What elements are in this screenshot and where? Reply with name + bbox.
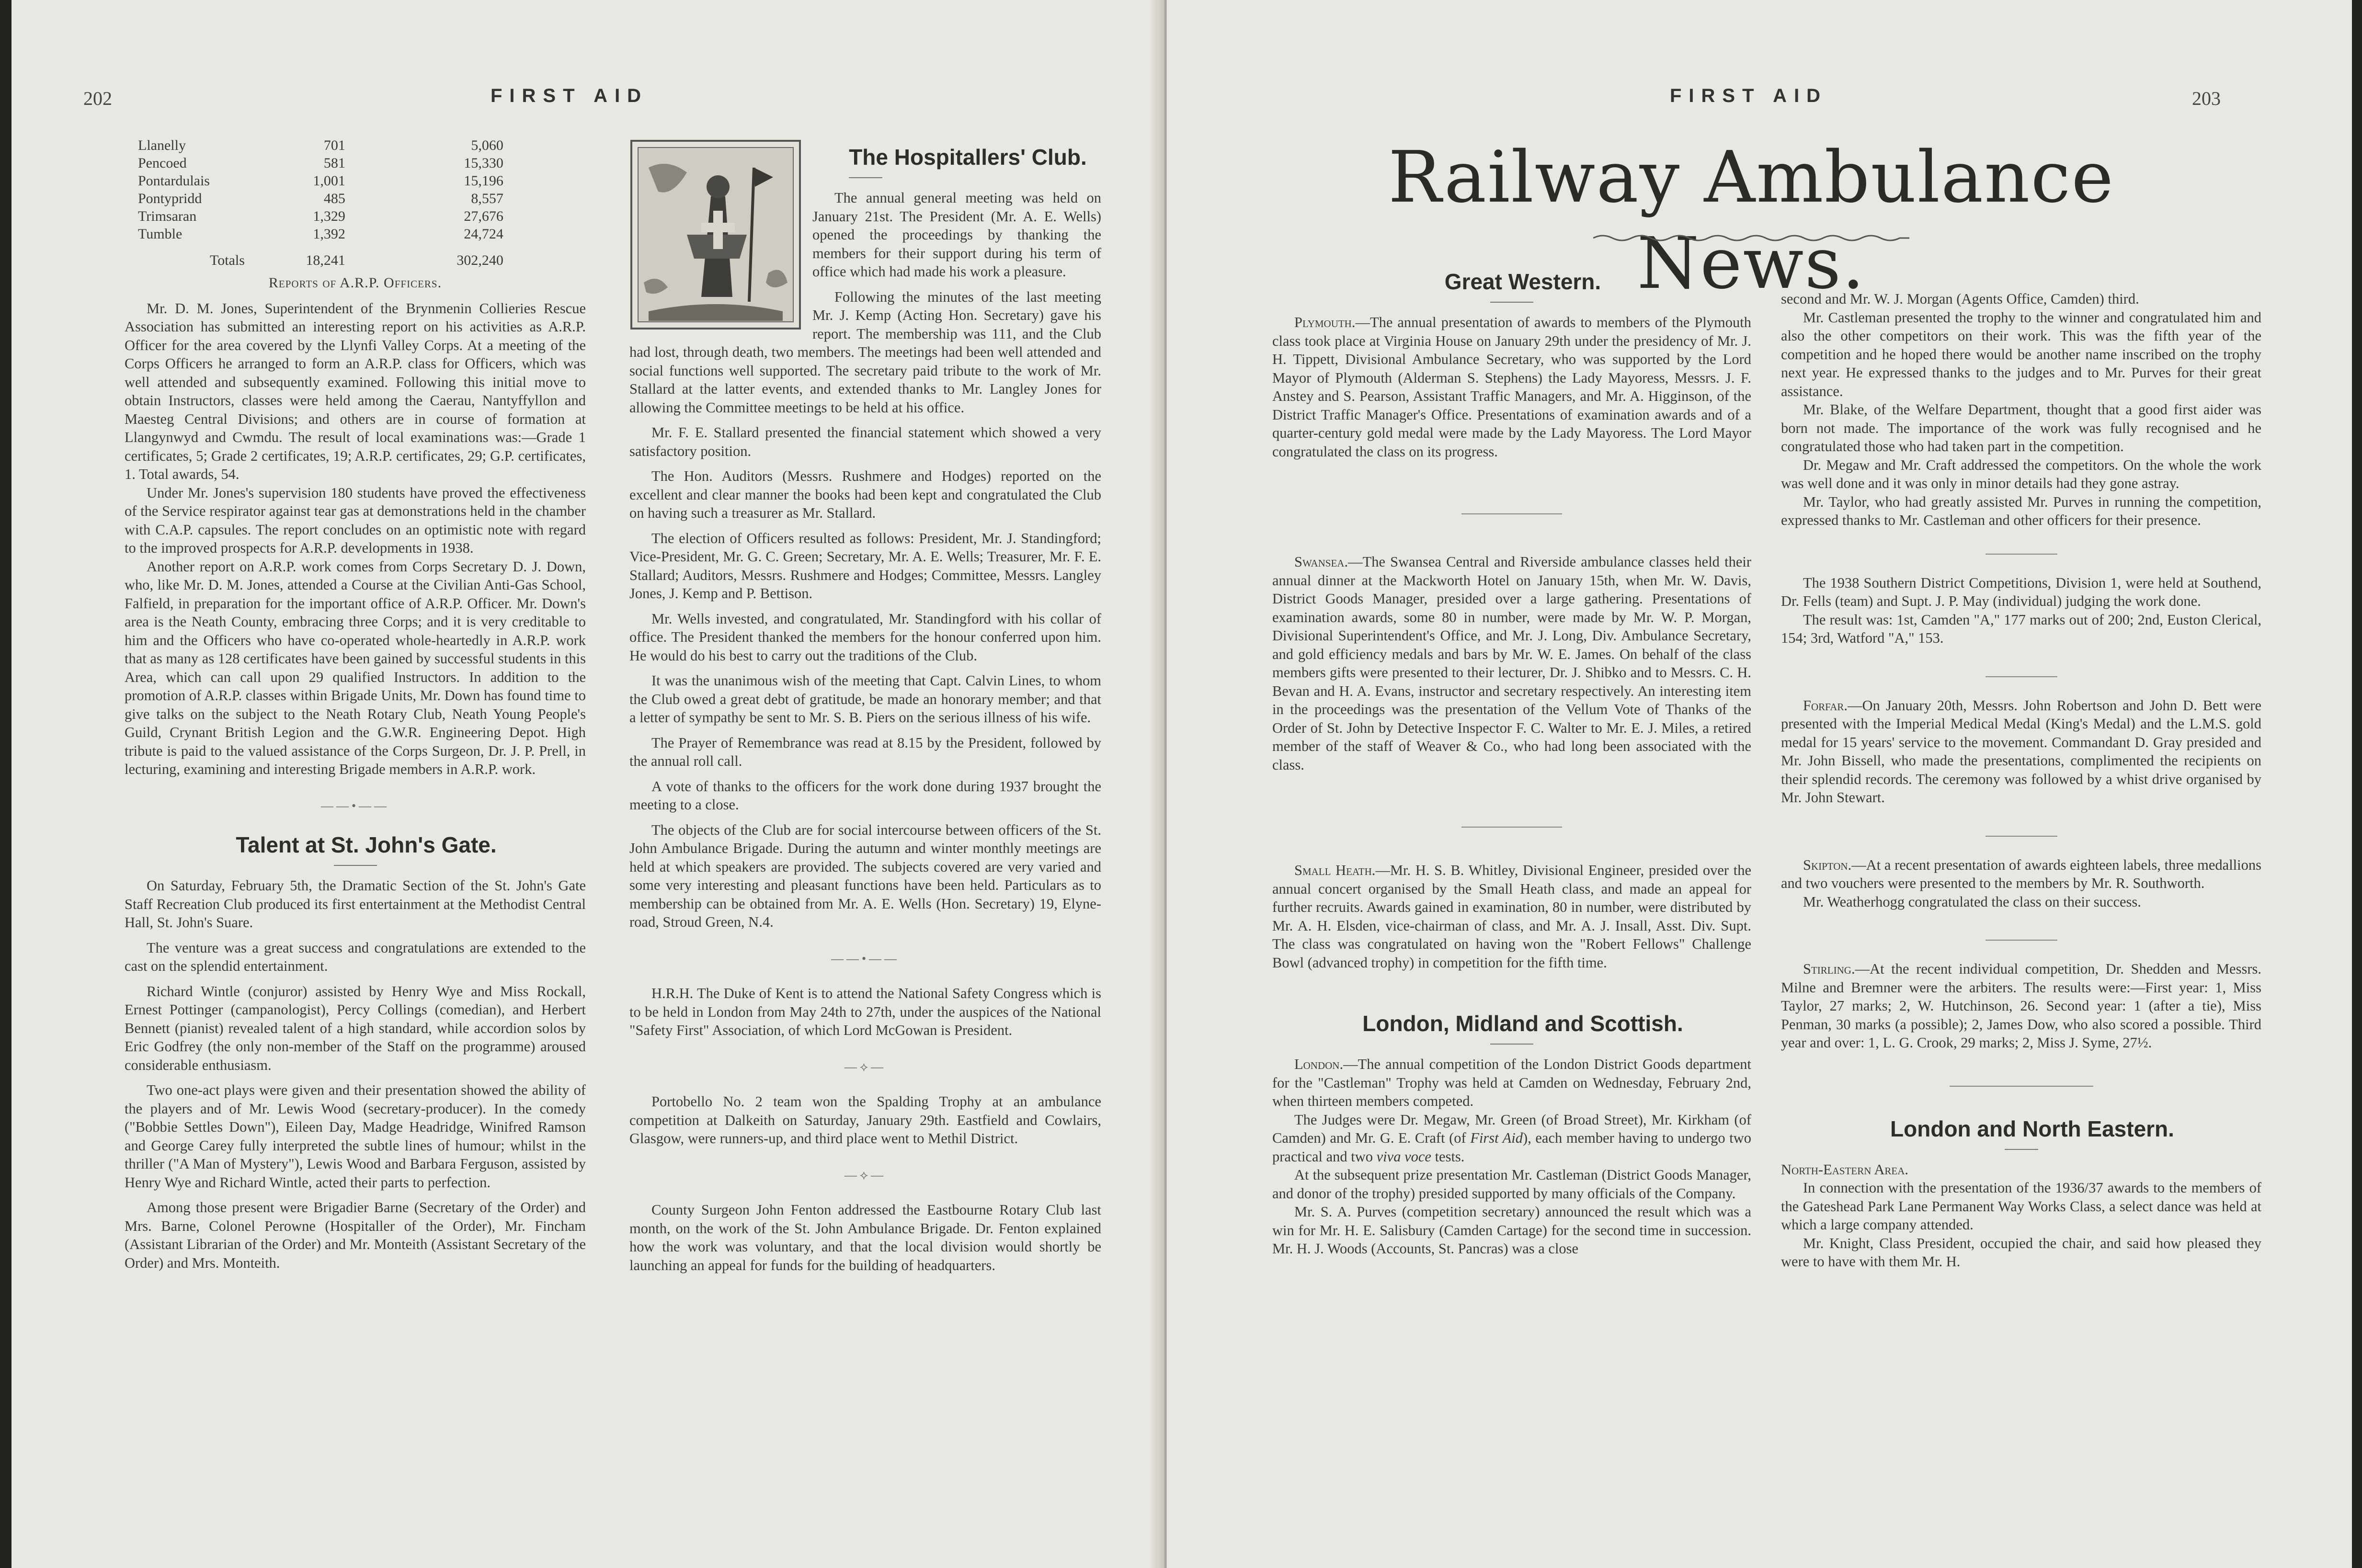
lms-heading: London, Midland and Scottish.	[1362, 1011, 1683, 1036]
talent-paragraph: Richard Wintle (conjuror) assisted by Henry Wye and Miss Rockall, Ernest Pottinger (campanologist), Percy Collings (comedian), and Herbert Bennett (pianist) revealed talent of a high standard, while accordion solos by Eric Godfrey (the only non-member of the Staff on the programme) aroused considerable enthusiasm.	[125, 983, 586, 1073]
stats-value-b: 8,557	[471, 191, 503, 206]
great-western-heading: Great Western.	[1444, 269, 1601, 294]
stats-totals-row	[138, 243, 503, 269]
stats-place: Trimsaran	[138, 208, 197, 224]
hospitallers-paragraph: It was the unanimous wish of the meeting that Capt. Calvin Lines, to whom the Club owed a great debt of gratitude, be made an honorary member; and that a letter of sympathy be sent to Mr. S. B. Piers on the serious illness of his wife.	[629, 672, 1101, 726]
lms-judges-text-a: The Judges were Dr. Megaw, Mr. Green (of Broad Street), Mr. Kirkham (of Camden) and Mr. G. E. Craft (of	[1272, 1111, 1751, 1146]
note-fenton: County Surgeon John Fenton addressed the Eastbourne Rotary Club last month, on the work of the St. John Ambulance Brigade. Dr. Fenton explained how the work was voluntary, and that the local division would shortly be launching an appeal for funds for the building of headquarters.	[629, 1202, 1101, 1273]
c2-paragraph-2: Mr. Castleman presented the trophy to the winner and congratulated him and also the other competitors on their work. This was the fifth year of the competition and he hoped there would be another name inscribed on the trophy next year. He expressed thanks to the judges and to Mr. Purves for their great assistance.	[1781, 309, 2261, 399]
c2-skipton-text: —At a recent presentation of awards eighteen labels, three medallions and two vouchers were presented to the members by Mr. R. Southworth.	[1781, 856, 2261, 891]
c2-skipton-paragraph	[1781, 856, 2261, 893]
c2-forfar-text: —On January 20th, Messrs. John Robertson and John D. Bett were presented with the Imperial Medical Medal (King's Medal) and the L.M.S. gold medal for 15 years' service to the movement. Commandant D. Gray presided and Mr. John Bissell, who made the presentations, complimented the recipients on their splendid records. The ceremony was followed by a whist drive organised by Mr. John Stewart.	[1781, 697, 2261, 806]
hospitaller-vignette-image	[629, 139, 802, 330]
lms-judges-paragraph	[1272, 1111, 1751, 1166]
c2-forfar-lead: Forfar.	[1803, 697, 1848, 714]
c2-stirling-text: —At the recent individual competition, Dr. Shedden and Messrs. Milne and Bremner were the arbiters. The results were:—First year: 1, Miss Taylor, 27 marks; 2, W. Hutchinson, 26. Second year: 1 (after a tie), Miss Penman, 30 marks (a possible); 2, James Dow, who also scored a possible. Third year and over: 1, L. G. Crook, 29 marks; 2, Miss J. Syme, 27½.	[1781, 961, 2261, 1051]
c2-paragraph-3: Mr. Blake, of the Welfare Department, thought that a good first aider was born not made. The importance of the work was fully recognised and he congratulated those who had taken part in the competition.	[1781, 401, 2261, 454]
lner-paragraph-2: Mr. Knight, Class President, occupied the chair, and said how pleased they were to have with them Mr. H.	[1781, 1235, 2261, 1270]
hospitallers-paragraph: A vote of thanks to the officers for the work done during 1937 brought the meeting to a close.	[629, 778, 1101, 813]
lms-london-paragraph	[1272, 1055, 1751, 1111]
stats-row	[138, 225, 503, 243]
note-portobello: Portobello No. 2 team won the Spalding Trophy at an ambulance competition at Dalkeith on Saturday, January 29th. Eastfield and Cowlairs, Glasgow, were runners-up, and third place went to Methil District.	[629, 1093, 1101, 1147]
c2-paragraph-4: Dr. Megaw and Mr. Craft addressed the competitors. On the whole the work was well done and it was only in minor details had they gone astray.	[1781, 456, 2261, 491]
arp-section	[125, 299, 586, 779]
stats-place: Pontardulais	[138, 173, 210, 189]
page-number-right: 203	[2192, 88, 2221, 109]
stats-value-a: 701	[323, 137, 345, 153]
note-duke-of-kent: H.R.H. The Duke of Kent is to attend the National Safety Congress which is to be held in London from May 24th to 27th, under the auspices of the National "Safety First" Association, of which Lord McGowan is President.	[629, 985, 1101, 1038]
section-rule	[1461, 513, 1562, 514]
right-column-1	[1272, 268, 1751, 1466]
talent-heading: Talent at St. John's Gate.	[236, 832, 497, 857]
stats-place: Llanelly	[138, 137, 186, 153]
masthead-title: Railway Ambulance News.	[1388, 136, 2114, 305]
heading-rule	[1490, 302, 1533, 303]
c2-paragraph-5: Mr. Taylor, who had greatly assisted Mr. Purves in running the competition, expressed thanks to Mr. Castleman and other officers for their presence.	[1781, 493, 2261, 528]
running-head-left: FIRST AID	[491, 85, 649, 106]
section-rule	[1985, 676, 2057, 677]
stats-value-a: 485	[323, 191, 345, 206]
gw-plymouth-paragraph	[1272, 313, 1751, 461]
stats-value-b: 24,724	[464, 226, 503, 242]
totals-label: Totals	[210, 252, 245, 268]
gw-swansea-lead: Swansea.	[1294, 554, 1348, 570]
stats-place: Pontypridd	[138, 191, 202, 206]
lms-london-text: —The annual competition of the London District Goods department for the "Castleman" Trophy was held at Camden on Wednesday, February 2nd, when thirteen members competed.	[1272, 1056, 1751, 1109]
stats-place: Pencoed	[138, 155, 187, 171]
talent-paragraph: On Saturday, February 5th, the Dramatic Section of the St. John's Gate Staff Recreation Club produced its first entertainment at the Methodist Central Hall, St. John's Suare.	[125, 877, 586, 931]
c2-stirling-lead: Stirling.	[1803, 961, 1855, 977]
hospitallers-paragraph: Mr. Wells invested, and congratulated, Mr. Standingford with his collar of office. The President thanked the members for the honour conferred upon him. He would do his best to carry out the traditions of the Club.	[629, 610, 1101, 664]
stats-value-a: 1,001	[313, 173, 345, 189]
stats-place: Tumble	[138, 226, 183, 242]
page-number-left: 202	[83, 88, 112, 109]
section-rule	[1461, 827, 1562, 828]
left-page	[11, 0, 1164, 1568]
masthead-ornament	[1593, 232, 1909, 244]
lms-judges-text-b: ), each member having to undergo two practical and two	[1272, 1130, 1751, 1165]
lner-paragraph-1: In connection with the presentation of the 1936/37 awards to the members of the Gateshead Park Lane Permanent Way Works Class, a select dance was held at which a large company attended.	[1781, 1180, 2261, 1233]
stats-value-b: 15,196	[464, 173, 503, 189]
stats-value-b: 5,060	[471, 137, 503, 153]
lms-london-lead: London.	[1294, 1056, 1344, 1072]
totals-a: 18,241	[306, 252, 345, 268]
running-head-right: FIRST AID	[1670, 85, 1828, 106]
arp-paragraph: Mr. D. M. Jones, Superintendent of the Brynmenin Collieries Rescue Association has submitted an interesting report on his activities as A.R.P. Officer for the area covered by the Llynfi Valley Corps. At a meeting of the Corps Officers he arranged to form an A.R.P. class for Officers, which was well attended and subsequently examined. Following this initial move to obtain Instructors, classes were held among the Caerau, Nantyffyllon and Maesteg Central Divisions; and others are in course of formation at Llangynwyd and Cwmdu. The result of local examinations was:—Grade 1 certificates, 5; Grade 2 certificates, 19; A.R.P. certificates, 29; G.P. certificates, 1. Total awards, 54.	[125, 300, 586, 482]
hospitallers-paragraph: The objects of the Club are for social intercourse between officers of the St. John Ambulance Brigade. During the autumn and winter monthly meetings are held at which speakers are provided. The subjects covered are very varied and some very interesting and pleasant functions have been held. Particulars as to membership can be obtained from Mr. A. E. Wells (Hon. Secretary) 19, Elyne-road, Stroud Green, N.4.	[629, 821, 1101, 930]
right-page	[1167, 0, 2352, 1568]
arp-paragraph: Another report on A.R.P. work comes from Corps Secretary D. J. Down, who, like Mr. D. M. Jones, attended a Course at the Civilian Anti-Gas School, Falfield, in preparation for the important office of A.R.P. Officer. Mr. Down's area is the Neath County, embracing three Corps; and it is very creditable to him and the Officers who have co-operated whole-heartedly in A.R.P. work that as many as 128 certificates have been gained by successful students in this Area, which can call upon 29 qualified Instructors. In addition to the promotion of A.R.P. classes within Brigade Units, Mr. Down has found time to give talks on the subject to the Neath Rotary Club, Neath Young People's Guild, Crynant British Legion and the G.W.R. Engineering Depot. High tribute is paid to the valued assistance of the Corps Surgeon, Dr. J. P. Prell, in lecturing, examining and interesting Brigade members in A.R.P. work.	[125, 558, 586, 777]
c2-stirling-paragraph	[1781, 960, 2261, 1052]
section-ornament: —⟡—	[844, 1059, 887, 1074]
lner-area-label: North-Eastern Area.	[1781, 1161, 1908, 1178]
section-rule	[1985, 940, 2057, 941]
hospitallers-paragraph: The election of Officers resulted as follows: President, Mr. J. Standingford; Vice-President, Mr. G. C. Green; Secretary, Mr. A. E. Wells; Treasurer, Mr. F. E. Stallard; Auditors, Messrs. Rushmere and Hodges; Committee, Messrs. Langley Jones, J. Kemp and P. Bettison.	[629, 530, 1101, 602]
section-rule	[1950, 1086, 2093, 1087]
lms-judges-italic: First Aid	[1470, 1130, 1523, 1146]
lms-presentation-paragraph: At the subsequent prize presentation Mr. Castleman (District Goods Manager, and donor of the trophy) presided supported by many officials of the Company.	[1272, 1167, 1751, 1202]
stats-value-b: 27,676	[464, 208, 503, 224]
heading-rule	[334, 865, 377, 866]
stats-table	[138, 136, 503, 269]
c2-skipton-lead: Skipton.	[1803, 856, 1852, 873]
stats-row	[138, 207, 503, 225]
talent-paragraph: The venture was a great success and congratulations are extended to the cast on the splendid entertainment.	[125, 939, 586, 974]
lms-judges-italic-2: viva voce	[1376, 1148, 1431, 1165]
section-ornament: —⟡—	[844, 1168, 887, 1182]
section-ornament: ——•——	[831, 951, 900, 966]
gw-plymouth-text: —The annual presentation of awards to members of the Plymouth class took place at Virginia House on January 29th under the presidency of Mr. J. H. Tippett, Divisional Ambulance Secretary, who was supported by the Lord Mayor of Plymouth (Alderman S. Stephens) the Lady Mayoress, Messrs. J. F. Anstey and S. Pearson, Assistant Traffic Managers, and Mr. A. Higginson, of the District Traffic Manager's Office. Presentations of examination awards and of a quarter-century gold medal were made by the Lady Mayoress. The Lord Mayor congratulated the class on its progress.	[1272, 314, 1751, 460]
stats-value-b: 15,330	[464, 155, 503, 171]
hospitallers-paragraph: Following the minutes of the last meeting Mr. J. Kemp (Acting Hon. Secretary) gave his report. The membership was 111, and the Club had lost, through death, two members. The meetings had been well attended and social functions well supported. The secretary paid tribute to the work of Mr. Stallard at the latter events, and extended thanks to Mr. Langley Jones for allowing the Committee meetings to be held at his office.	[629, 288, 1101, 416]
lms-judges-text-c: tests.	[1431, 1148, 1465, 1165]
arp-subheading: Reports of A.R.P. Officers.	[268, 275, 442, 291]
lner-heading: London and North Eastern.	[1890, 1116, 2174, 1141]
heading-rule	[849, 177, 882, 178]
stats-value-a: 1,329	[313, 208, 345, 224]
stats-row	[138, 154, 503, 172]
section-rule	[1985, 554, 2057, 555]
left-column-1	[125, 136, 586, 1468]
talent-paragraph: Two one-act plays were given and their presentation showed the ability of the players and of Mr. Lewis Wood (secretary-producer). In the comedy ("Bobbie Settles Down"), Eileen Day, Madge Headridge, Winifred Ramson and George Carey fully interpreted the subtle lines of humour; whilst in the thriller ("A Man of Mystery"), Lewis Wood and Barbara Ferguson, assisted by Henry Wye and Richard Wintle, acted their parts to perfection.	[125, 1082, 586, 1191]
right-column-2	[1781, 290, 2261, 1468]
stats-row	[138, 172, 503, 190]
gw-smallheath-lead: Small Heath.	[1294, 862, 1376, 878]
hospitallers-paragraph: The annual general meeting was held on January 21st. The President (Mr. A. E. Wells) opened the proceedings by thanking the members for their support during his term of office which had made his work a pleasure.	[812, 190, 1101, 280]
stats-row	[138, 190, 503, 207]
c2-paragraph-1: second and Mr. W. J. Morgan (Agents Office, Camden) third.	[1781, 291, 2139, 307]
c2-forfar-paragraph	[1781, 696, 2261, 807]
gw-swansea-paragraph	[1272, 553, 1751, 774]
gw-plymouth-lead: Plymouth.	[1294, 314, 1356, 330]
heading-rule	[2005, 1149, 2038, 1150]
talent-section	[125, 876, 586, 1272]
hospitallers-paragraph: The Hon. Auditors (Messrs. Rushmere and Hodges) reported on the excellent and clear manner the books had been kept and congratulated the Club on having such a treasurer as Mr. Stallard.	[629, 468, 1101, 521]
gw-smallheath-text: —Mr. H. S. B. Whitley, Divisional Engineer, presided over the annual concert organised by the Small Heath class, and made an appeal for further recruits. Awards gained in examination, 80 in number, were distributed by Mr. A. H. Elsden, vice-chairman of class, and Mr. A. J. Insall, Asst. Div. Supt. The class was congratulated on having won the "Robert Fellows" Challenge Bowl (advanced trophy) in competition for the fifth time.	[1272, 862, 1751, 971]
heading-rule	[1490, 1044, 1533, 1045]
talent-paragraph: Among those present were Brigadier Barne (Secretary of the Order) and Mrs. Barne, Colonel Perowne (Hospitaller of the Order), Mr. Fincham (Assistant Librarian of the Order) and Mr. Monteith (Assistant Secretary of the Order) and Mrs. Monteith.	[125, 1199, 586, 1271]
c2-southern-paragraph: The 1938 Southern District Competitions, Division 1, were held at Southend, Dr. Fells (team) and Supt. J. P. May (individual) judging the work done.	[1781, 574, 2261, 609]
lms-result-paragraph: Mr. S. A. Purves (competition secretary) announced the result which was a win for Mr. H. E. Salisbury (Camden Cartage) for the second time in succession. Mr. H. J. Woods (Accounts, St. Pancras) was a close	[1272, 1204, 1751, 1257]
hospitallers-heading: The Hospitallers' Club.	[849, 145, 1087, 170]
gw-smallheath-paragraph	[1272, 861, 1751, 972]
stats-value-a: 581	[323, 155, 345, 171]
stats-row	[138, 136, 503, 154]
stats-value-a: 1,392	[313, 226, 345, 242]
c2-skipton-paragraph-2: Mr. Weatherhogg congratulated the class on their success.	[1803, 893, 2141, 910]
section-rule	[1985, 836, 2057, 837]
gw-swansea-text: —The Swansea Central and Riverside ambulance classes held their annual dinner at the Mackworth Hotel on January 15th, when Mr. W. Davis, District Goods Manager, presided over a large gathering. Presentations of examination awards, some 80 in number, were made by Mr. W. P. Morgan, Divisional Superintendent's Office, and Mr. J. Long, Div. Ambulance Secretary, and gold efficiency medals and bars by Mr. W. E. James. On behalf of the class members gifts were presented to their lecturer, Dr. J. Shibko and to Messrs. C. H. Bevan and H. A. Evans, instructor and secretary respectively. An interesting item in the proceedings was the presentation of the Vellum Vote of Thanks of the Order of St. John by Detective Inspector F. C. Walter to Mr. E. J. Miles, a retired member of the staff of Weaver & Co., who had long been associated with the class.	[1272, 554, 1751, 773]
hospitallers-paragraph: Mr. F. E. Stallard presented the financial statement which showed a very satisfactory position.	[629, 424, 1101, 459]
totals-b: 302,240	[456, 252, 503, 268]
section-ornament: ——•⁠——	[320, 798, 390, 813]
hospitallers-paragraph: The Prayer of Remembrance was read at 8.15 by the President, followed by the annual roll call.	[629, 734, 1101, 769]
arp-paragraph: Under Mr. Jones's supervision 180 students have proved the effectiveness of the Service respirator against tear gas at demonstrations held in the chamber with C.A.P. capsules. The report concludes on an optimistic note with regard to the improved prospects for A.R.P. developments in 1938.	[125, 484, 586, 556]
left-column-2	[629, 139, 1101, 1470]
c2-southern-result: The result was: 1st, Camden "A," 177 marks out of 200; 2nd, Euston Clerical, 154; 3rd, Watford "A," 153.	[1781, 611, 2261, 646]
